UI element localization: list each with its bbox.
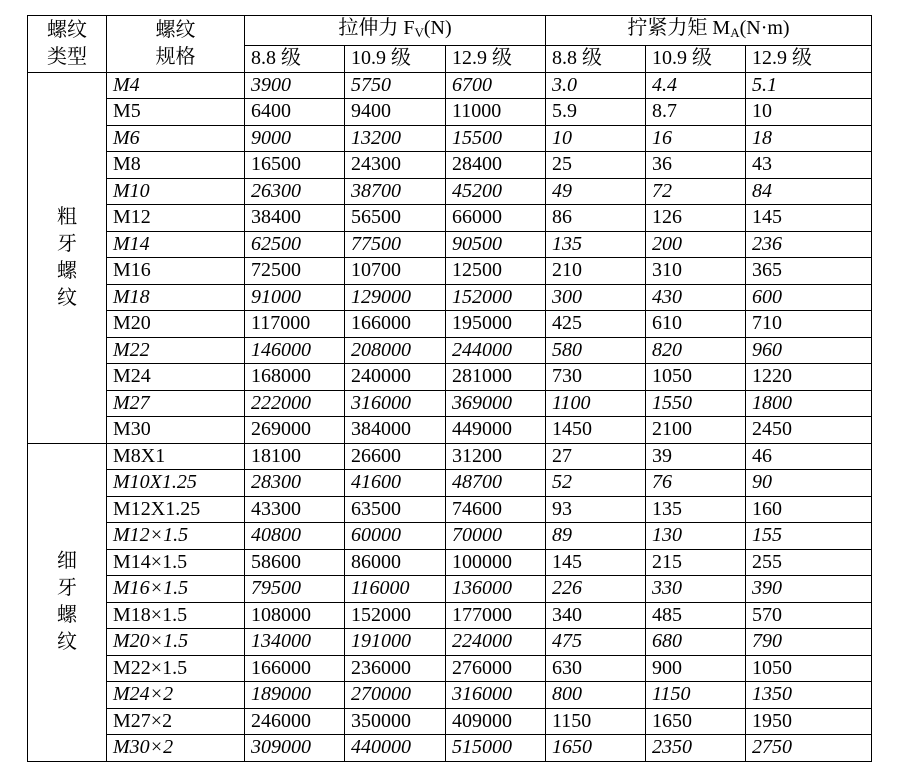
tightening-torque-cell: 1150 — [646, 682, 746, 709]
tensile-force-cell: 9000 — [245, 125, 345, 152]
tightening-torque-cell: 2350 — [646, 735, 746, 762]
tensile-force-cell: 116000 — [345, 576, 446, 603]
table-row — [28, 152, 872, 179]
table-row — [28, 549, 872, 576]
tightening-torque-cell: 10 — [746, 99, 872, 126]
tightening-torque-cell: 200 — [646, 231, 746, 258]
tensile-force-cell: 41600 — [345, 470, 446, 497]
tightening-torque-cell: 90 — [746, 470, 872, 497]
thread-spec-cell: M24×2 — [107, 682, 245, 709]
tightening-torque-cell: 610 — [646, 311, 746, 338]
tensile-force-cell: 62500 — [245, 231, 345, 258]
tightening-torque-cell: 145 — [546, 549, 646, 576]
tightening-torque-cell: 8.7 — [646, 99, 746, 126]
tightening-torque-cell: 300 — [546, 284, 646, 311]
thread-type-header: 螺纹 类型 — [28, 16, 107, 73]
tightening-torque-cell: 680 — [646, 629, 746, 656]
grade-header: 12.9 级 — [746, 46, 872, 73]
tightening-torque-cell: 3.0 — [546, 72, 646, 99]
tensile-force-cell: 13200 — [345, 125, 446, 152]
tightening-torque-cell: 1050 — [746, 655, 872, 682]
grade-header: 12.9 级 — [446, 46, 546, 73]
tensile-force-cell: 60000 — [345, 523, 446, 550]
table-row — [28, 258, 872, 285]
tightening-torque-cell: 89 — [546, 523, 646, 550]
tightening-torque-cell: 425 — [546, 311, 646, 338]
tightening-torque-cell: 155 — [746, 523, 872, 550]
tightening-torque-cell: 160 — [746, 496, 872, 523]
tightening-torque-cell: 135 — [546, 231, 646, 258]
tightening-torque-cell: 310 — [646, 258, 746, 285]
tightening-torque-cell: 390 — [746, 576, 872, 603]
tensile-force-cell: 31200 — [446, 443, 546, 470]
table-body — [28, 72, 872, 761]
thread-spec-cell: M20 — [107, 311, 245, 338]
tensile-force-cell: 236000 — [345, 655, 446, 682]
tensile-force-cell: 28300 — [245, 470, 345, 497]
tensile-force-cell: 63500 — [345, 496, 446, 523]
tightening-torque-cell: 126 — [646, 205, 746, 232]
tensile-force-cell: 6400 — [245, 99, 345, 126]
tensile-force-cell: 240000 — [345, 364, 446, 391]
tensile-force-cell: 222000 — [245, 390, 345, 417]
tensile-force-cell: 244000 — [446, 337, 546, 364]
tensile-force-cell: 24300 — [345, 152, 446, 179]
tensile-force-cell: 38700 — [345, 178, 446, 205]
thread-spec-cell: M30 — [107, 417, 245, 444]
tensile-force-cell: 45200 — [446, 178, 546, 205]
tensile-force-cell: 208000 — [345, 337, 446, 364]
tensile-force-cell: 129000 — [345, 284, 446, 311]
tightening-torque-cell: 36 — [646, 152, 746, 179]
tensile-force-cell: 3900 — [245, 72, 345, 99]
tensile-force-cell: 316000 — [446, 682, 546, 709]
tensile-force-cell: 276000 — [446, 655, 546, 682]
thread-spec-cell: M14 — [107, 231, 245, 258]
tensile-force-cell: 90500 — [446, 231, 546, 258]
tightening-torque-cell: 730 — [546, 364, 646, 391]
tensile-force-cell: 384000 — [345, 417, 446, 444]
tightening-torque-cell: 1220 — [746, 364, 872, 391]
tightening-torque-cell: 570 — [746, 602, 872, 629]
thread-type-cell: 细 牙 螺 纹 — [28, 443, 107, 761]
tightening-torque-cell: 145 — [746, 205, 872, 232]
tightening-torque-cell: 130 — [646, 523, 746, 550]
tightening-torque-cell: 800 — [546, 682, 646, 709]
thread-spec-cell: M12X1.25 — [107, 496, 245, 523]
grade-header: 10.9 级 — [646, 46, 746, 73]
thread-spec-cell: M18×1.5 — [107, 602, 245, 629]
table-row — [28, 125, 872, 152]
tensile-force-cell: 350000 — [345, 708, 446, 735]
tensile-force-cell: 195000 — [446, 311, 546, 338]
tensile-force-cell: 117000 — [245, 311, 345, 338]
tensile-force-cell: 26300 — [245, 178, 345, 205]
thread-spec-cell: M4 — [107, 72, 245, 99]
tensile-force-cell: 134000 — [245, 629, 345, 656]
table-row — [28, 629, 872, 656]
tensile-force-cell: 77500 — [345, 231, 446, 258]
tensile-force-cell: 91000 — [245, 284, 345, 311]
tightening-torque-cell: 27 — [546, 443, 646, 470]
thread-spec-cell: M16 — [107, 258, 245, 285]
tensile-force-cell: 224000 — [446, 629, 546, 656]
tightening-torque-cell: 226 — [546, 576, 646, 603]
table-row — [28, 205, 872, 232]
tensile-force-cell: 16500 — [245, 152, 345, 179]
tightening-torque-cell: 1650 — [646, 708, 746, 735]
tightening-torque-cell: 1450 — [546, 417, 646, 444]
tightening-torque-cell: 46 — [746, 443, 872, 470]
table-row — [28, 576, 872, 603]
tightening-torque-cell: 485 — [646, 602, 746, 629]
thread-spec-cell: M27×2 — [107, 708, 245, 735]
thread-spec-cell: M22×1.5 — [107, 655, 245, 682]
table-row — [28, 735, 872, 762]
tightening-torque-cell: 1550 — [646, 390, 746, 417]
tightening-torque-cell: 1950 — [746, 708, 872, 735]
tightening-torque-cell: 790 — [746, 629, 872, 656]
thread-spec-cell: M12×1.5 — [107, 523, 245, 550]
table-row — [28, 72, 872, 99]
tightening-torque-cell: 900 — [646, 655, 746, 682]
tensile-force-cell: 100000 — [446, 549, 546, 576]
tensile-force-cell: 43300 — [245, 496, 345, 523]
table-row — [28, 99, 872, 126]
tightening-torque-cell: 43 — [746, 152, 872, 179]
tensile-force-cell: 270000 — [345, 682, 446, 709]
tensile-force-cell: 9400 — [345, 99, 446, 126]
tensile-force-cell: 152000 — [446, 284, 546, 311]
tightening-torque-cell: 255 — [746, 549, 872, 576]
table-row — [28, 364, 872, 391]
thread-spec-cell: M10X1.25 — [107, 470, 245, 497]
tightening-torque-cell: 1650 — [546, 735, 646, 762]
tensile-force-cell: 6700 — [446, 72, 546, 99]
tightening-torque-cell: 210 — [546, 258, 646, 285]
tensile-force-cell: 309000 — [245, 735, 345, 762]
tightening-torque-cell: 84 — [746, 178, 872, 205]
tightening-torque-cell: 1050 — [646, 364, 746, 391]
tensile-force-cell: 136000 — [446, 576, 546, 603]
tightening-torque-cell: 600 — [746, 284, 872, 311]
thread-spec-cell: M10 — [107, 178, 245, 205]
tensile-force-cell: 152000 — [345, 602, 446, 629]
tightening-torque-cell: 39 — [646, 443, 746, 470]
tightening-torque-cell: 5.9 — [546, 99, 646, 126]
grade-header: 10.9 级 — [345, 46, 446, 73]
tightening-torque-cell: 1100 — [546, 390, 646, 417]
table-row — [28, 178, 872, 205]
tightening-torque-cell: 10 — [546, 125, 646, 152]
table-row — [28, 523, 872, 550]
tightening-torque-cell: 365 — [746, 258, 872, 285]
tightening-torque-cell: 475 — [546, 629, 646, 656]
tensile-force-cell: 26600 — [345, 443, 446, 470]
tightening-torque-cell: 4.4 — [646, 72, 746, 99]
tensile-force-cell: 72500 — [245, 258, 345, 285]
tightening-torque-cell: 135 — [646, 496, 746, 523]
table-row — [28, 284, 872, 311]
table-row — [28, 231, 872, 258]
tensile-force-cell: 409000 — [446, 708, 546, 735]
thread-spec-cell: M18 — [107, 284, 245, 311]
tightening-torque-cell: 430 — [646, 284, 746, 311]
tensile-force-header: 拉伸力 $F_V(N)$ — [245, 16, 546, 46]
table-row — [28, 337, 872, 364]
tightening-torque-cell: 1350 — [746, 682, 872, 709]
thread-spec-cell: M20×1.5 — [107, 629, 245, 656]
tensile-force-cell: 15500 — [446, 125, 546, 152]
tensile-force-cell: 18100 — [245, 443, 345, 470]
tensile-force-cell: 28400 — [446, 152, 546, 179]
thread-type-cell: 粗 牙 螺 纹 — [28, 72, 107, 443]
tightening-torque-cell: 49 — [546, 178, 646, 205]
tightening-torque-cell: 93 — [546, 496, 646, 523]
tensile-force-cell: 515000 — [446, 735, 546, 762]
tensile-force-cell: 369000 — [446, 390, 546, 417]
tensile-force-cell: 316000 — [345, 390, 446, 417]
tensile-force-cell: 166000 — [345, 311, 446, 338]
tensile-force-cell: 449000 — [446, 417, 546, 444]
tightening-torque-cell: 76 — [646, 470, 746, 497]
tightening-torque-cell: 2750 — [746, 735, 872, 762]
tightening-torque-cell: 2100 — [646, 417, 746, 444]
tensile-force-cell: 269000 — [245, 417, 345, 444]
table-row — [28, 470, 872, 497]
tightening-torque-cell: 2450 — [746, 417, 872, 444]
table-row — [28, 311, 872, 338]
thread-spec-cell: M16×1.5 — [107, 576, 245, 603]
thread-spec-cell: M6 — [107, 125, 245, 152]
tightening-torque-cell: 340 — [546, 602, 646, 629]
table-row — [28, 655, 872, 682]
tightening-torque-cell: 25 — [546, 152, 646, 179]
thread-spec-cell: M22 — [107, 337, 245, 364]
tensile-force-cell: 56500 — [345, 205, 446, 232]
tightening-torque-cell: 72 — [646, 178, 746, 205]
table-row — [28, 443, 872, 470]
tensile-force-cell: 168000 — [245, 364, 345, 391]
tensile-force-cell: 191000 — [345, 629, 446, 656]
table-row — [28, 708, 872, 735]
tensile-force-cell: 189000 — [245, 682, 345, 709]
tightening-torque-cell: 710 — [746, 311, 872, 338]
tensile-force-cell: 12500 — [446, 258, 546, 285]
grade-header: 8.8 级 — [546, 46, 646, 73]
tensile-force-cell: 246000 — [245, 708, 345, 735]
tightening-torque-cell: 236 — [746, 231, 872, 258]
tensile-force-cell: 66000 — [446, 205, 546, 232]
table-row — [28, 496, 872, 523]
tightening-torque-cell: 52 — [546, 470, 646, 497]
thread-spec-cell: M8 — [107, 152, 245, 179]
tightening-torque-cell: 630 — [546, 655, 646, 682]
tightening-torque-cell: 1150 — [546, 708, 646, 735]
tightening-torque-cell: 86 — [546, 205, 646, 232]
tensile-force-cell: 281000 — [446, 364, 546, 391]
tensile-force-cell: 79500 — [245, 576, 345, 603]
tensile-force-cell: 40800 — [245, 523, 345, 550]
tightening-torque-cell: 330 — [646, 576, 746, 603]
tensile-force-cell: 166000 — [245, 655, 345, 682]
bolt-strength-table — [27, 15, 872, 762]
tightening-torque-cell: 580 — [546, 337, 646, 364]
tightening-torque-cell: 1800 — [746, 390, 872, 417]
tensile-force-cell: 58600 — [245, 549, 345, 576]
tightening-torque-cell: 215 — [646, 549, 746, 576]
tightening-torque-cell: 820 — [646, 337, 746, 364]
tensile-force-cell: 70000 — [446, 523, 546, 550]
thread-spec-cell: M14×1.5 — [107, 549, 245, 576]
table-row — [28, 417, 872, 444]
tensile-force-cell: 74600 — [446, 496, 546, 523]
tensile-force-cell: 10700 — [345, 258, 446, 285]
tensile-force-cell: 5750 — [345, 72, 446, 99]
table-row — [28, 682, 872, 709]
tightening-torque-cell: 5.1 — [746, 72, 872, 99]
thread-spec-header: 螺纹 规格 — [107, 16, 245, 73]
tightening-torque-cell: 18 — [746, 125, 872, 152]
tensile-force-cell: 440000 — [345, 735, 446, 762]
thread-spec-cell: M5 — [107, 99, 245, 126]
thread-spec-cell: M8X1 — [107, 443, 245, 470]
thread-spec-cell: M24 — [107, 364, 245, 391]
tensile-force-cell: 146000 — [245, 337, 345, 364]
tensile-force-cell: 38400 — [245, 205, 345, 232]
table-row — [28, 390, 872, 417]
thread-spec-cell: M12 — [107, 205, 245, 232]
tightening-torque-cell: 16 — [646, 125, 746, 152]
tensile-force-cell: 86000 — [345, 549, 446, 576]
tightening-torque-header: 拧紧力矩 $M_A(N\cdot m)$ — [546, 16, 872, 46]
tightening-torque-cell: 960 — [746, 337, 872, 364]
thread-spec-cell: M27 — [107, 390, 245, 417]
tensile-force-cell: 108000 — [245, 602, 345, 629]
thread-spec-cell: M30×2 — [107, 735, 245, 762]
tensile-force-cell: 48700 — [446, 470, 546, 497]
grade-header: 8.8 级 — [245, 46, 345, 73]
tensile-force-cell: 11000 — [446, 99, 546, 126]
tensile-force-cell: 177000 — [446, 602, 546, 629]
table-row — [28, 602, 872, 629]
